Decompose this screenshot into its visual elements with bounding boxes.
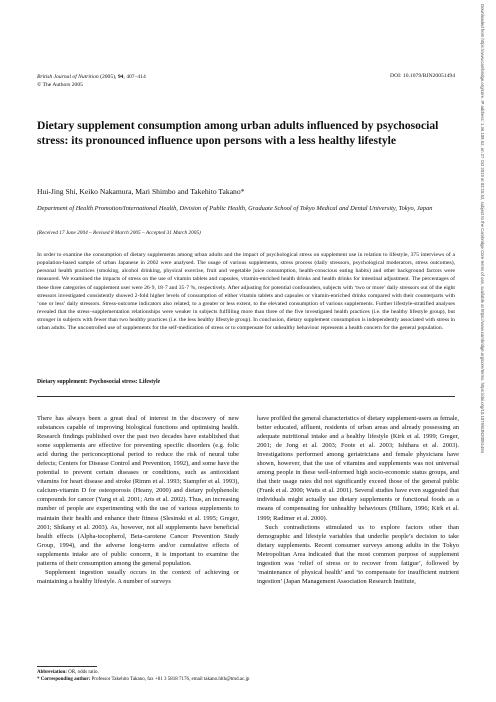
doi-label: DOI: 10.1079/BJN20051494 <box>390 73 455 79</box>
received-dates: (Received 17 June 2004 – Revised 8 March 2005 – Accepted 31 March 2005) <box>37 230 201 236</box>
journal-year: (2005), <box>98 74 118 80</box>
author-list: Hui-Jing Shi, Keiko Nakamura, Mari Shimbo and Takehito Takano* <box>37 187 245 196</box>
footnotes <box>37 669 249 684</box>
journal-citation <box>37 73 146 89</box>
copyright-notice: © The Authors 2005 <box>37 82 83 89</box>
abbreviation-text: OR, odds ratio. <box>66 670 99 675</box>
body-paragraph: Supplement ingestion usually occurs in the context of achieving or maintaining a healthy lifestyle. A number of surveys <box>37 568 239 585</box>
corresponding-author-footnote <box>37 676 249 683</box>
abstract: In order to examine the consumption of dietary supplements among urban adults and the impact of psychological stress on supplement use in relation to lifestyle, 375 interviews of a population-based sample of urban Japanese in 2002 were analysed. The usage of various supplements, stress process (daily stressors, psychological moderators, stress outcomes), personal health practices (smoking, alcohol drinking, physical exercise, fruit and vegetable juice consumption, health-conscious eating habits) and other background factors were measured. We examined the impacts of stress on the use of vitamin tablets and capsules, vitamin-enriched health drinks and health drinks for intestinal adjustment. The percentages of these three categories of supplement user were 26·9, 18·7 and 35·7 %, respectively. After adjusting for potential confounders, subjects with ‘two or more’ daily stressors out of the eight stressors investigated consistently showed 2-fold higher levels of consumption of either vitamin tablets and capsules or vitamin-enriched drinks compared with their counterparts with ‘one or less’ daily stressors. Stress-outcome indicators also related, to a greater or less extent, to the elevated consumption of various supplements. Further lifestyle-stratified analyses revealed that the stress–supplementation relationships were weaker in subjects fulfilling more than three of the five investigated health practices (i.e. the healthy lifestyle group), but stronger in subjects with fewer than two healthy practices (i.e. the less healthy lifestyle group). In conclusion, dietary supplement consumption is independently associated with stress in urban adults. The uncontrolled use of supplements for the self-medication of stress or to compensate for unhealthy behaviour represents a health concern for the general population. <box>37 252 455 332</box>
footnote-divider <box>37 666 97 667</box>
journal-volume: 94 <box>117 74 124 80</box>
affiliation: Department of Health Promotion/International Health, Division of Public Health, Graduate School of Tokyo Medical and Dental University, Tokyo, Japan <box>37 205 433 212</box>
body-paragraph: Such contradictions stimulated us to explore factors other than demographic and lifestyle variables that underlie people’s decision to take dietary supplements. Recent consumer surveys among adults in the Tokyo Metropolitan Area indicated that the most common purpose of supplement ingestion was ‘relief of stress or to recover from fatigue’, followed by ‘maintenance of physical health’ and ‘to compensate for insufficient nutrient ingestion’ (Japan Management Association Research Institute, <box>257 523 459 585</box>
corresponding-label: * Corresponding author: <box>37 677 91 683</box>
journal-name: British Journal of Nutrition <box>37 74 99 80</box>
body-column-right <box>257 414 459 586</box>
article-title: Dietary supplement consumption among urban adults influenced by psychosocial stress: its pronounced influence upon persons with a less healthy lifestyle <box>37 119 439 147</box>
body-paragraph: have profiled the general characteristics of dietary supplement-users as female, better educated, affluent, residents of urban areas and already possessing an adequate nutritional intake and a healthy lifestyle (Kirk et al. 1999; Greger, 2001; de Jong et al. 2003; Foote et al. 2003; Ishihara et al. 2003). Investigations performed among geriatricians and female physicians have shown, however, that the use of vitamins and supplements was not universal among people in these well-informed high socio-economic status groups, and that their usage rates did not significantly exceed those of the general public (Frank et al. 2000; Watts et al. 2001). Several studies have even suggested that individuals might actually use dietary supplements or functional foods as a means of compensating for unhealthy behaviours (Hilliam, 1996; Kirk et al. 1999; Radimer et al. 2000). <box>257 415 459 522</box>
journal-pages: , 407–414 <box>123 74 146 80</box>
section-divider <box>37 396 455 397</box>
body-paragraph: There has always been a great deal of interest in the discovery of new substances capable of improving biological functions and optimising health. Research findings published over the past two decades have established that some supplements are effective for preventing specific disorders (e.g. folic acid during the periconceptional period to reduce the risk of neural tube defects; Centers for Disease Control and Prevention, 1992), and some have the potential to prevent certain diseases or conditions, such as antioxidant vitamins for heart disease and stroke (Rimm et al. 1993; Stampfer et al. 1993), calcium-vitamin D for osteoporosis (Heany, 2000) and dietary polyphenolic compounds for cancer (Yang et al. 2001; Arts et al. 2002). Thus, an increasing number of people are experimenting with the use of various supplements to maintain their health and enhance their fitness (Slesinski et al. 1995; Greger, 2001; Shikany et al. 2003). As, however, not all supplements have beneficial health effects (Alpha-tocopherol, Beta-carotene Cancer Prevention Study Group, 1994), and the adverse long-term and/or cumulative effects of supplements intake are of public concern, it is important to examine the patterns of their consumption among the general population. <box>37 415 239 567</box>
keywords: Dietary supplement: Psychosocial stress: Lifestyle <box>37 379 161 385</box>
corresponding-text: Professor Takehito Takano, fax +81 3 5818 7176, email takano.hlth@tmd.ac.jp <box>90 677 250 683</box>
download-watermark: Downloaded from https://www.cambridge.org/core. IP address: 1.36.108.52, on 27 Oct 2019 at 03:15:52, subject to the Cambridge Core terms of use, available at https://www.cambridge.org/core/terms. https://doi.org/10.1079/BJN20051494 <box>480 4 485 454</box>
abbreviation-label: Abbreviation: <box>37 670 67 675</box>
abbreviation-footnote <box>37 669 249 676</box>
body-column-left <box>37 414 239 586</box>
